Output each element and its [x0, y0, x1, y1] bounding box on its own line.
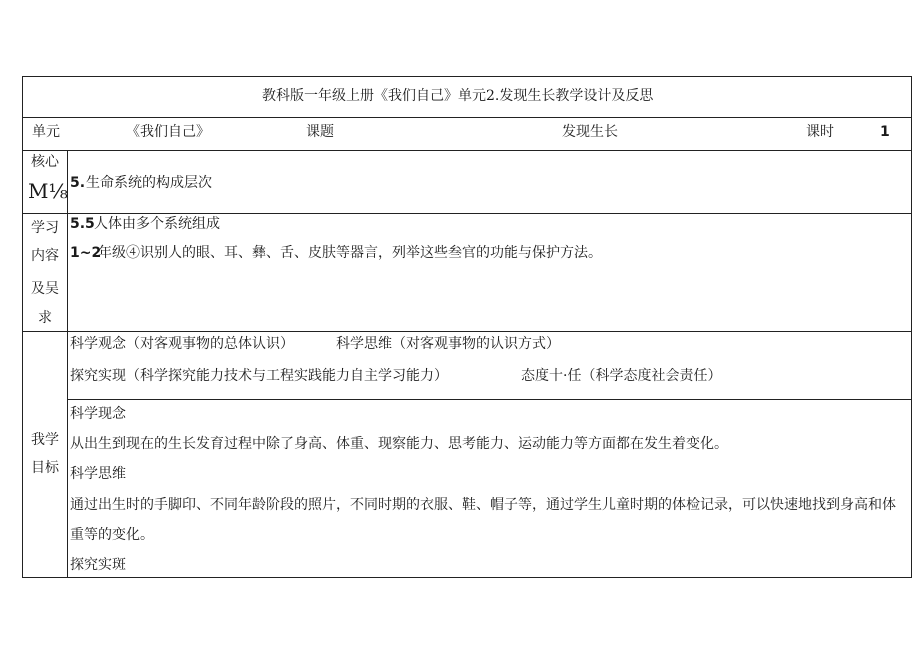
- goal-category-thinking: 科学思维（对客观事物的认识方式）: [336, 336, 560, 352]
- core-concept-number: 5.: [70, 175, 86, 191]
- goal-paragraph-thinking-cont: 重等的变化。: [70, 527, 154, 543]
- goal-category-concept: 科学观念（对客观事物的总体认识）: [70, 336, 294, 352]
- goal-heading-practice: 探究实斑: [70, 557, 126, 573]
- goal-heading-concept: 科学现念: [70, 406, 126, 422]
- goal-category-attitude: 态度十·任（科学态度社会责任）: [521, 368, 722, 384]
- hours-label: 课时: [806, 124, 834, 140]
- goals-label: 我学: [31, 432, 59, 448]
- row-divider: [67, 399, 912, 400]
- core-concept-text: 生命系统的构成层次: [86, 175, 212, 191]
- learning-item2-number: 1~2: [70, 245, 102, 261]
- lesson-value: 发现生长: [562, 124, 618, 140]
- row-divider: [22, 213, 912, 214]
- goals-label: 目标: [31, 460, 59, 476]
- learning-label-line: 内容: [31, 248, 59, 264]
- document-title: 教科版一年级上册《我们自己》单元2.发现生长教学设计及反思: [262, 88, 654, 104]
- unit-value: 《我们自己》: [126, 124, 210, 140]
- row-divider: [22, 117, 912, 118]
- goal-category-practice: 探究实现（科学探究能力技术与工程实践能力自主学习能力）: [70, 368, 448, 384]
- row-divider: [22, 331, 912, 332]
- learning-label-line: 学习: [31, 220, 59, 236]
- unit-label: 单元: [32, 124, 60, 140]
- goal-paragraph-concept: 从出生到现在的生长发育过程中除了身高、体重、现察能力、思考能力、运动能力等方面都在发生着变化。: [70, 436, 728, 452]
- learning-item1-text: 人体由多个系统组成: [94, 216, 220, 232]
- core-label: 核心: [31, 154, 59, 170]
- core-label-code: M⅛: [28, 179, 68, 203]
- label-column-divider: [67, 150, 68, 578]
- learning-item1-number: 5.5: [70, 216, 95, 232]
- goal-paragraph-thinking: 通过出生时的手脚印、不同年龄阶段的照片，不同时期的衣服、鞋、帽子等，通过学生儿童时期的体检记录，可以快速地找到身高和体: [70, 497, 896, 513]
- row-divider: [22, 150, 912, 151]
- learning-label-line: 及吴: [31, 281, 59, 297]
- lesson-label: 课题: [306, 124, 334, 140]
- learning-label-line: 求: [38, 310, 52, 326]
- hours-value: 1: [880, 124, 890, 140]
- learning-item2-text: 年级④识别人的眼、耳、彝、舌、皮肤等器言，列举这些叁官的功能与保护方法。: [98, 245, 602, 261]
- goal-heading-thinking: 科学思维: [70, 466, 126, 482]
